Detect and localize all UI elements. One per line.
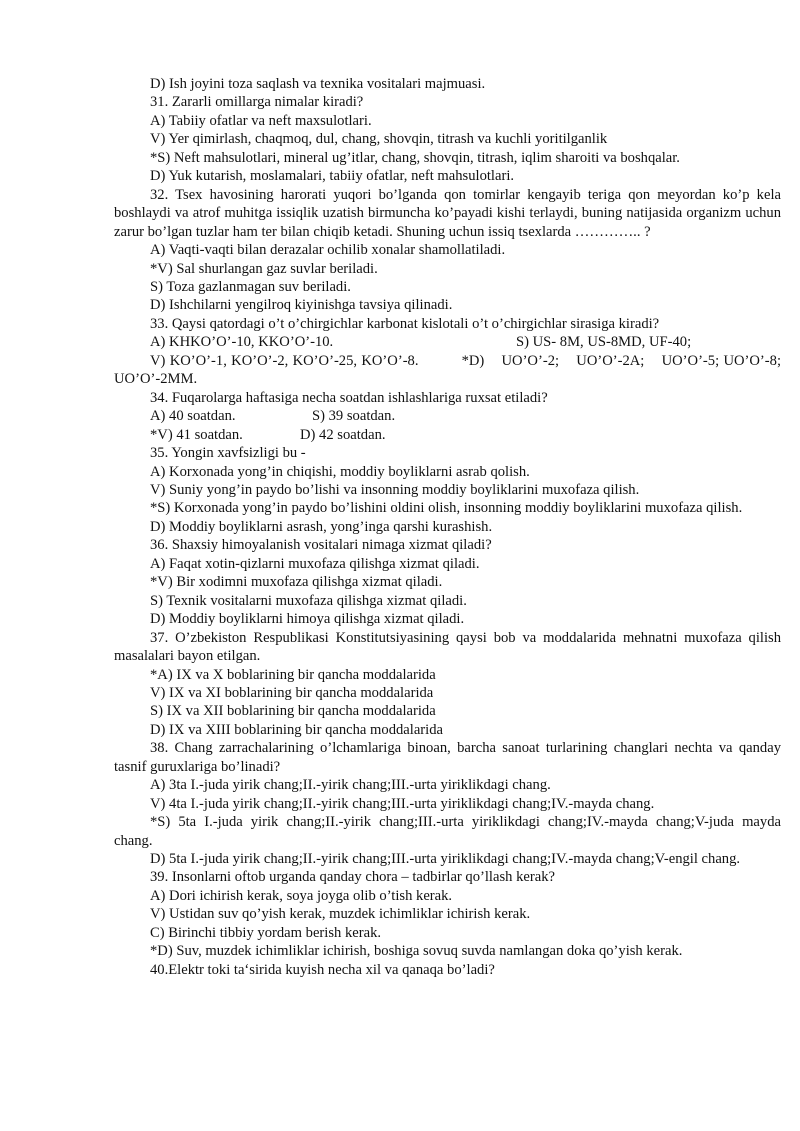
answer-option-correct: *S) Korxonada yong’in paydo bo’lishini oldini olish, insonning moddiy boyliklarini muxofaza qilish. [150, 500, 743, 517]
answer-option: D) Moddiy boyliklarni himoya qilishga xizmat qiladi. [150, 611, 465, 628]
question-33: 33. Qaysi qatordagi o’t o’chirgichlar karbonat kislotali o’t o’chirgichlar sirasiga kiradi? [150, 315, 660, 332]
answer-option: A) 3ta I.-juda yirik chang;II.-yirik chang;III.-urta yiriklikdagi chang. [150, 777, 551, 794]
answer-option-correct: *V) Bir xodimni muxofaza qilishga xizmat qiladi. [150, 574, 443, 591]
answer-option: A) Dori ichirish kerak, soya joyga olib o’tish kerak. [150, 887, 453, 904]
answer-option-correct: *V) 41 soatdan. [150, 426, 243, 443]
answer-option: D) 5ta I.-juda yirik chang;II.-yirik chang;III.-urta yiriklikdagi chang;IV.-mayda chang;V-engil chang. [150, 851, 741, 868]
answer-option: A) Vaqti-vaqti bilan derazalar ochilib xonalar shamollatiladi. [150, 242, 506, 259]
question-31: 31. Zararli omillarga nimalar kiradi? [150, 94, 364, 111]
question-39: 39. Insonlarni oftob urganda qanday chora – tadbirlar qo’llash kerak? [150, 869, 555, 886]
answer-option: A) Faqat xotin-qizlarni muxofaza qilishga xizmat qiladi. [150, 555, 480, 572]
question-37: 37. O’zbekiston Respublikasi Konstitutsiyasining qaysi bob va moddalarida mehnatni muxofaza qilish masalalari bayon etilgan. [114, 629, 781, 665]
answer-option: S) IX va XII boblarining bir qancha moddalarida [150, 703, 436, 720]
answer-option: D) IX va XIII boblarining bir qancha moddalarida [150, 721, 443, 738]
answer-option: D) 42 soatdan. [300, 426, 386, 443]
q34-options-row-2 [114, 426, 781, 444]
answer-option: V) 4ta I.-juda yirik chang;II.-yirik chang;III.-urta yiriklikdagi chang;IV.-mayda chang. [150, 795, 655, 812]
question-40: 40.Elektr toki ta‘sirida kuyish necha xil va qanaqa bo’ladi? [150, 961, 495, 978]
answer-option: D) Moddiy boyliklarni asrash, yong’inga qarshi kurashish. [150, 518, 493, 535]
answer-option: V) Yer qimirlash, chaqmoq, dul, chang, shovqin, titrash va kuchli yoritilganlik [150, 131, 608, 148]
answer-option: S) Toza gazlanmagan suv beriladi. [150, 278, 351, 295]
answer-option: V) IX va XI boblarining bir qancha moddalarida [150, 684, 434, 701]
q33-options-row [114, 333, 781, 351]
question-34: 34. Fuqarolarga haftasiga necha soatdan ishlashlariga ruxsat etiladi? [150, 389, 548, 406]
q34-options-row-1 [114, 407, 781, 425]
answer-option: A) Tabiiy ofatlar va neft maxsulotlari. [150, 112, 372, 129]
answer-option: V) Ustidan suv qo’yish kerak, muzdek ichimliklar ichirish kerak. [150, 906, 531, 923]
answer-option-correct: *S) Neft mahsulotlari, mineral ug’itlar, chang, shovqin, titrash, iqlim sharoiti va boshqalar. [150, 149, 680, 166]
answer-option: C) Birinchi tibbiy yordam berish kerak. [150, 924, 382, 941]
answer-option: D) Ishchilarni yengilroq kiyinishga tavsiya qilinadi. [150, 297, 453, 314]
answer-option: A) Korxonada yong’in chiqishi, moddiy boyliklarni asrab qolish. [150, 463, 530, 480]
answer-option: S) US- 8M, US-8MD, UF-40; [516, 334, 692, 351]
text-line: D) Ish joyini toza saqlash va texnika vositalari majmuasi. [150, 76, 486, 92]
question-35: 35. Yongin xavfsizligi bu - [150, 445, 306, 462]
answer-option: A) KHKO’O’-10, KKO’O’-10. [150, 334, 334, 351]
question-32: 32. Tsex havosining harorati yuqori bo’lganda qon tomirlar kengayib teriga qon meyordan ko’p kela boshlaydi va atrof muhitga issiqlik uzatish birmuncha ko’payadi kishi terlaydi, buning natijasida organizm uchun zarur bo’lgan tuzlar ham ter bilan chiqib ketadi. Shuning uchun issiq tsexlarda ………….. ? [114, 186, 781, 240]
answer-option: A) 40 soatdan. [150, 408, 236, 425]
answer-option-correct: *V) Sal shurlangan gaz suvlar beriladi. [150, 260, 378, 277]
answer-option-correct: *A) IX va X boblarining bir qancha moddalarida [150, 666, 436, 683]
answer-option: S) 39 soatdan. [312, 408, 396, 425]
question-38: 38. Chang zarrachalarining o’lchamlariga binoan, barcha sanoat turlarining changlari nechta va qanday tasnif guruxlariga bo’linadi? [114, 740, 781, 775]
question-36: 36. Shaxsiy himoyalanish vositalari nimaga xizmat qiladi? [150, 537, 492, 554]
answer-option-correct: *D) Suv, muzdek ichimliklar ichirish, boshiga sovuq suvda namlangan doka qo’yish kerak. [150, 943, 683, 960]
answer-option: S) Texnik vositalarni muxofaza qilishga xizmat qiladi. [150, 592, 467, 609]
answer-options-wrap: V) KO’O’-1, KO’O’-2, KO’O’-25, KO’O’-8. *D) UO’O’-2; UO’O’-2A; UO’O’-5; UO’O’-8; UO’O’-2MM. [114, 352, 785, 388]
answer-option: D) Yuk kutarish, moslamalari, tabiiy ofatlar, neft mahsulotlari. [150, 168, 515, 185]
document-page [114, 75, 785, 979]
answer-option-correct: *S) 5ta I.-juda yirik chang;II.-yirik chang;III.-urta yiriklikdagi chang;IV.-mayda chang;V-juda mayda chang. [114, 814, 781, 849]
answer-option: V) Suniy yong’in paydo bo’lishi va insonning moddiy boyliklarini muxofaza qilish. [150, 481, 640, 498]
